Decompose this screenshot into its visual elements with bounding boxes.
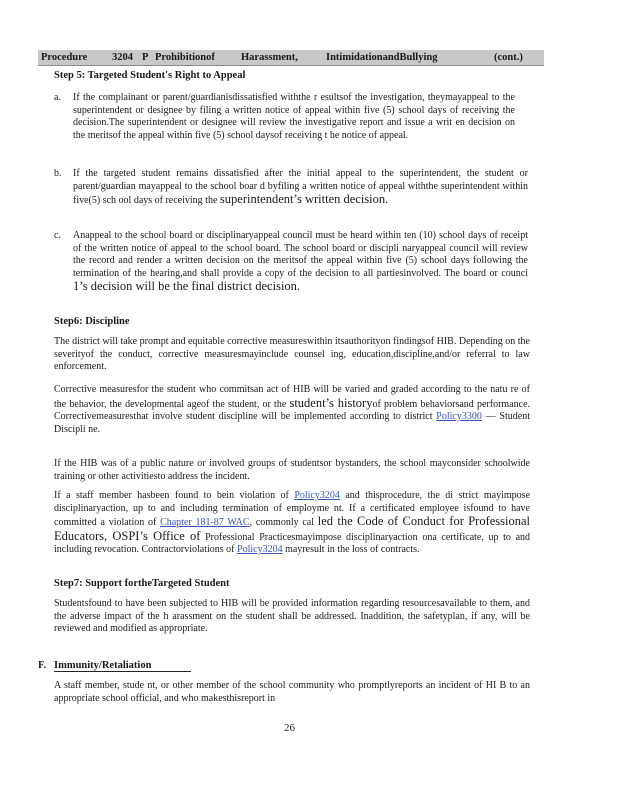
step6-p4-text-a: If a staff member hasbeen found to bein violation of <box>54 490 289 501</box>
policy-3204-link-2[interactable]: Policy3204 <box>237 544 283 556</box>
policy-3300-link[interactable]: Policy3300 <box>436 411 482 423</box>
step5-item-b-text <box>73 168 528 208</box>
step7-paragraph-1: Studentsfound to have been subjected to HIB will be provided information regarding resourcesavailable to them, and the adverse impact of the h arassment on the student shall be addressed. Inaddition, the safetyplan, if any, will be reviewed and modified as appropriate. <box>54 598 530 635</box>
step6-paragraph-1: The district will take prompt and equitable corrective measureswithin itsauthorityon findingsof HIB. Depending on the severityof the conduct, corrective measuresmayinclude counsel ing, education,discipline,and/or referral to law enforcement. <box>54 336 530 373</box>
step6-p4-text-d: Professional Practicesmayimpose disciplinaryaction ona certificate, up to and including revocation. Contractorviolations of <box>54 531 531 556</box>
header-p-label: P <box>142 52 149 63</box>
step6-p2-text-c: — Student Discipli ne. <box>54 411 530 435</box>
step5-item-c-marker: c. <box>54 230 61 241</box>
section-f-title: Immunity/Retaliation <box>54 660 191 672</box>
step7-title: Step7: Support fortheTargeted Student <box>54 578 230 589</box>
step5-item-b-text-main: If the targeted student remains dissatisfied after the initial appeal to the superintendent, the student or parent/guardian mayappeal to the school boar d byfiling a written notice of appeal withthe superintendent within five(5) sch ool days of receiving the <box>73 168 528 207</box>
step6-paragraph-4 <box>54 490 530 557</box>
step6-p4-text-e: mayresult in the loss of contracts. <box>285 544 420 556</box>
header-procedure-number: 3204 <box>112 52 133 63</box>
step5-item-b-marker: b. <box>54 168 62 179</box>
step6-p2-text-big: student’s history <box>289 395 373 410</box>
step5-item-a-text: If the complainant or parent/guardianisdissatisfied withthe r esultsof the investigation, theymayappeal to the superintendent or designee by filing a written notice of appeal within five (5) school days of receiving the decision.The superintendent or designee will review the investigative report and issue a writ en decision on the meritsof the appeal within five (5) school daysof receiving t he notice of appeal. <box>73 92 515 141</box>
header-title-part-3: IntimidationandBullying <box>326 52 438 63</box>
step5-item-a-marker: a. <box>54 92 61 103</box>
step6-paragraph-3: If the HIB was of a public nature or involved groups of studentsor bystanders, the school mayconsider schoolwide training or other activitiesto address the incident. <box>54 458 530 482</box>
step5-item-c-text-end: 1’s decision will be the final district decision. <box>73 279 301 294</box>
page-number: 26 <box>284 722 295 734</box>
step5-item-c-text-main: Anappeal to the school board or disciplinaryappeal council must be heard within ten (10) school days of receipt of the written notice of appeal to the school board. The school board or discipli naryappeal council will review the record and render a written decision on the meritsof the appeal within five (5) school days following the termination of the hearing,and shall provide a copy of the decision to all partiesinvolved. The board or counci <box>73 230 528 279</box>
step6-p4-text-b: and thisprocedure, the di strict mayimpose disciplinaryaction, up to and including termination of employme nt. If a certificated employee isfound to have committed a violation of <box>54 490 531 529</box>
step5-item-b-text-end: superintendent’s written decision. <box>219 192 389 207</box>
header-cont-label: (cont.) <box>494 52 523 63</box>
procedure-header-bar <box>38 50 544 66</box>
step6-paragraph-2 <box>54 384 530 436</box>
section-f-paragraph-1: A staff member, stude nt, or other member of the school community who promptlyreports an incident of HI B to an appropriate school official, and who makesthisreport in <box>54 680 530 704</box>
step6-p2-text-b: of problem behaviorsand performance. Correctivemeasuresthat involve student discipline will be implemented according to district <box>54 398 531 423</box>
step6-p4-text-c: , commonly cal <box>249 517 314 529</box>
policy-3204-link-1[interactable]: Policy3204 <box>294 490 340 501</box>
header-title-part-1: Prohibitionof <box>155 52 215 63</box>
header-title-part-2: Harassment, <box>241 52 298 63</box>
step5-item-c-text <box>73 230 528 295</box>
header-procedure-label: Procedure <box>41 52 88 63</box>
step6-p2-text-a: Corrective measuresfor the student who commitsan act of HIB will be varied and graded according to the natu re of the behavior, the developmental ageof the student, or the <box>54 384 530 410</box>
chapter-181-87-wac-link[interactable]: Chapter 181-87 WAC <box>160 517 250 529</box>
step6-p4-text-big: led the Code of Conduct for Professional Educators, OSPI’s Office of <box>54 514 531 543</box>
step5-title: Step 5: Targeted Student's Right to Appeal <box>54 70 246 81</box>
section-f-letter: F. <box>38 660 47 671</box>
step6-title: Step6: Discipline <box>54 316 130 327</box>
